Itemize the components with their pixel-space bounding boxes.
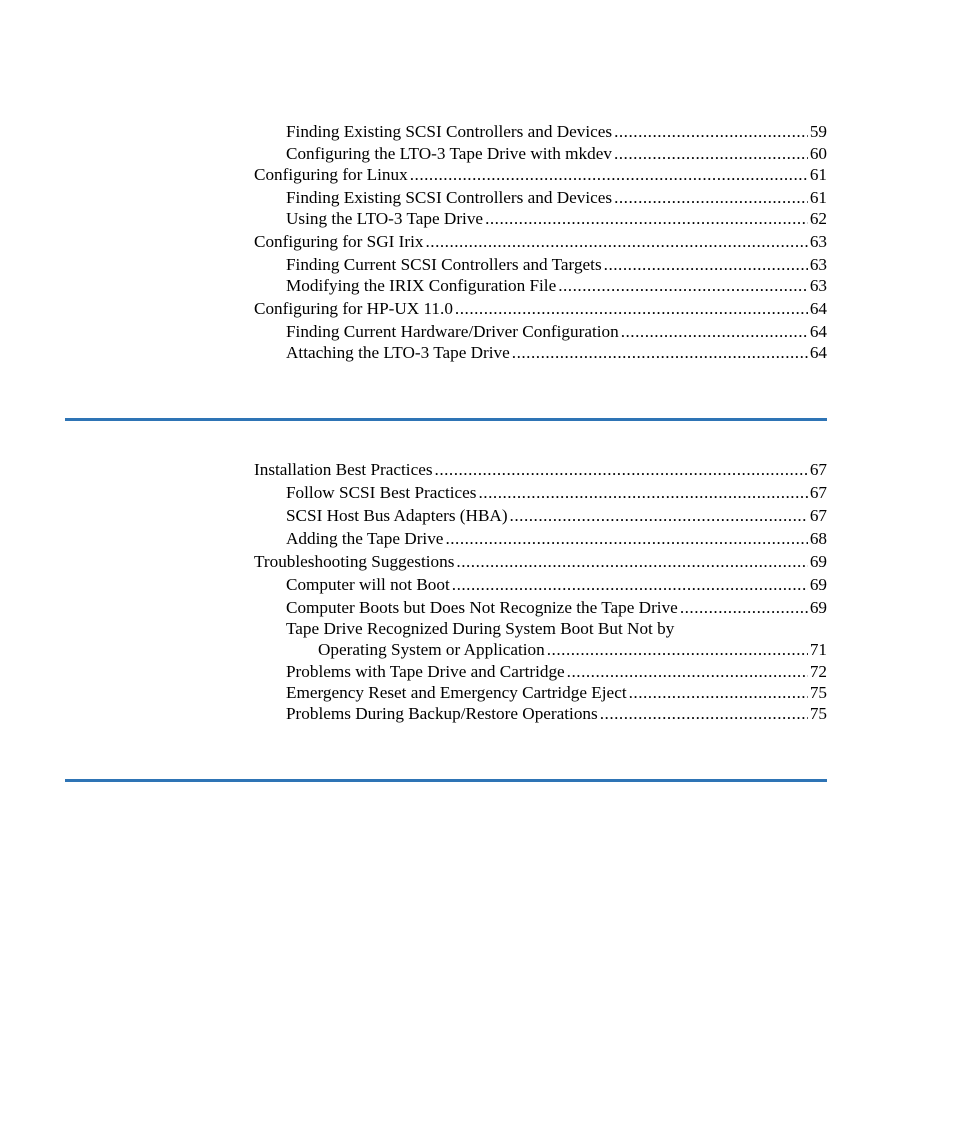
toc-entry-label: Finding Existing SCSI Controllers and Devices bbox=[286, 188, 613, 207]
toc-entry-label: Emergency Reset and Emergency Cartridge Eject bbox=[286, 683, 627, 702]
toc-page-number: 63 bbox=[809, 276, 827, 295]
toc-entry-label: Finding Current Hardware/Driver Configuration bbox=[286, 322, 619, 341]
toc-page-number: 71 bbox=[809, 640, 827, 659]
toc-entry-label: Finding Current SCSI Controllers and Targets bbox=[286, 255, 602, 274]
toc-entry[interactable] bbox=[254, 551, 827, 573]
toc-page-number: 67 bbox=[809, 483, 827, 502]
toc-entry-continued[interactable] bbox=[286, 618, 674, 640]
toc-entry-label: SCSI Host Bus Adapters (HBA) bbox=[286, 506, 508, 525]
toc-entry-label: Computer will not Boot bbox=[286, 575, 450, 594]
toc-entry[interactable] bbox=[286, 187, 827, 209]
toc-entry[interactable] bbox=[254, 231, 827, 253]
toc-entry[interactable] bbox=[286, 482, 827, 504]
toc-leader-dots bbox=[567, 661, 808, 683]
toc-entry-label: Problems During Backup/Restore Operations bbox=[286, 704, 598, 723]
toc-page-number: 61 bbox=[809, 165, 827, 184]
toc-entry[interactable] bbox=[286, 505, 827, 527]
toc-page-number: 75 bbox=[809, 683, 827, 702]
toc-page-number: 72 bbox=[809, 662, 827, 681]
toc-entry[interactable] bbox=[286, 661, 827, 683]
toc-page-number: 63 bbox=[809, 232, 827, 251]
toc-leader-dots bbox=[547, 639, 808, 661]
toc-leader-dots bbox=[600, 703, 808, 725]
toc-leader-dots bbox=[425, 231, 807, 253]
toc-leader-dots bbox=[510, 505, 808, 527]
toc-entry[interactable] bbox=[318, 639, 827, 661]
toc-leader-dots bbox=[614, 121, 808, 143]
toc-leader-dots bbox=[621, 321, 808, 343]
toc-entry-label: Troubleshooting Suggestions bbox=[254, 552, 455, 571]
toc-page-number: 62 bbox=[809, 209, 827, 228]
toc-entry-label: Modifying the IRIX Configuration File bbox=[286, 276, 557, 295]
toc-entry-label: Installation Best Practices bbox=[254, 460, 433, 479]
toc-entry-label: Attaching the LTO-3 Tape Drive bbox=[286, 343, 510, 362]
toc-entry-label: Problems with Tape Drive and Cartridge bbox=[286, 662, 565, 681]
toc-page-number: 60 bbox=[809, 144, 827, 163]
toc-entry-label: Computer Boots but Does Not Recognize the Tape Drive bbox=[286, 598, 678, 617]
toc-entry[interactable] bbox=[254, 459, 827, 481]
toc-leader-dots bbox=[410, 164, 808, 186]
toc-entry[interactable] bbox=[286, 275, 827, 297]
toc-page-number: 68 bbox=[809, 529, 827, 548]
toc-page-number: 69 bbox=[809, 598, 827, 617]
toc-leader-dots bbox=[455, 298, 808, 320]
toc-leader-dots bbox=[680, 597, 808, 619]
toc-page-number: 64 bbox=[809, 322, 827, 341]
toc-page-number: 59 bbox=[809, 122, 827, 141]
toc-entry[interactable] bbox=[286, 321, 827, 343]
toc-entry[interactable] bbox=[286, 121, 827, 143]
toc-leader-dots bbox=[452, 574, 808, 596]
toc-page-number: 63 bbox=[809, 255, 827, 274]
toc-entry[interactable] bbox=[286, 143, 827, 165]
toc-entry-label: Finding Existing SCSI Controllers and Devices bbox=[286, 122, 613, 141]
toc-entry-label: Configuring for Linux bbox=[254, 165, 408, 184]
toc-leader-dots bbox=[456, 551, 807, 573]
toc-leader-dots bbox=[435, 459, 808, 481]
toc-entry-label: Operating System or Application bbox=[318, 640, 545, 659]
toc-entry-label: Tape Drive Recognized During System Boot But Not by bbox=[286, 619, 675, 638]
toc-leader-dots bbox=[479, 482, 808, 504]
toc-entry[interactable] bbox=[286, 574, 827, 596]
toc-entry[interactable] bbox=[286, 342, 827, 364]
toc-leader-dots bbox=[558, 275, 808, 297]
toc-page-number: 61 bbox=[809, 188, 827, 207]
toc-leader-dots bbox=[485, 208, 808, 230]
toc-leader-dots bbox=[614, 143, 808, 165]
toc-entry-label: Configuring the LTO-3 Tape Drive with mkdev bbox=[286, 144, 612, 163]
toc-entry-label: Adding the Tape Drive bbox=[286, 529, 444, 548]
toc-page-number: 69 bbox=[809, 552, 827, 571]
toc-entry[interactable] bbox=[286, 528, 827, 550]
toc-leader-dots bbox=[629, 682, 808, 704]
toc-entry-label: Follow SCSI Best Practices bbox=[286, 483, 477, 502]
toc-page-number: 64 bbox=[809, 343, 827, 362]
toc-entry[interactable] bbox=[286, 597, 827, 619]
toc-page-number: 75 bbox=[809, 704, 827, 723]
section-divider bbox=[65, 779, 827, 782]
toc-entry[interactable] bbox=[286, 682, 827, 704]
toc-entry[interactable] bbox=[254, 164, 827, 186]
toc-entry-label: Configuring for SGI Irix bbox=[254, 232, 424, 251]
toc-entry[interactable] bbox=[286, 703, 827, 725]
toc-page-number: 64 bbox=[809, 299, 827, 318]
section-divider bbox=[65, 418, 827, 421]
toc-leader-dots bbox=[512, 342, 808, 364]
toc-page-number: 69 bbox=[809, 575, 827, 594]
toc-entry[interactable] bbox=[254, 298, 827, 320]
toc-entry-label: Using the LTO-3 Tape Drive bbox=[286, 209, 484, 228]
toc-entry-label: Configuring for HP-UX 11.0 bbox=[254, 299, 453, 318]
toc-entry[interactable] bbox=[286, 208, 827, 230]
toc-leader-dots bbox=[614, 187, 808, 209]
toc-leader-dots bbox=[445, 528, 807, 550]
toc-leader-dots bbox=[604, 254, 808, 276]
toc-page-number: 67 bbox=[809, 506, 827, 525]
toc-entry[interactable] bbox=[286, 254, 827, 276]
toc-page-number: 67 bbox=[809, 460, 827, 479]
